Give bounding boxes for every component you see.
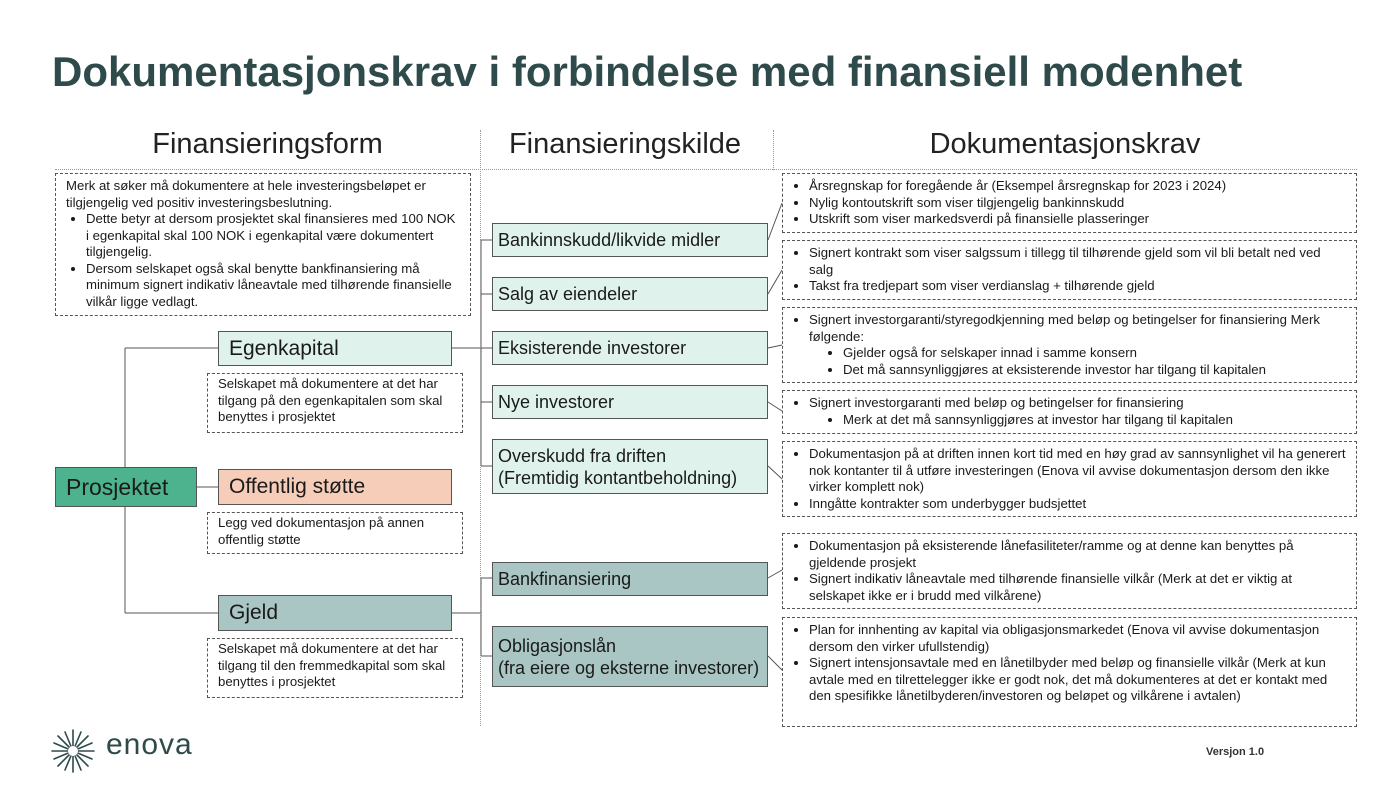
- requirement-item: • Dokumentasjon på at driften innen kort tid med en høy grad av sannsynlighet vil ha generert nok kontanter til å utføre investeringen (Enova vil avvise dokumentasjon dersom den ikke virker komplett nok): [809, 446, 1346, 496]
- form-offentlig-stotte[interactable]: [218, 469, 452, 505]
- top-note: [55, 173, 471, 316]
- requirement-sublist: [809, 345, 1346, 378]
- requirement-item: • Signert intensjonsavtale med en lånetilbyder med beløp og finansielle vilkår (Merk at kun avtale med en tilrettelegger ikke er godt nok, det må dokumenteres at det er kontakt med den spesifikke lånetilbyderen/investoren og beløpet og vilkårene i avtalen): [809, 655, 1346, 705]
- source-bankfinansiering[interactable]: [492, 562, 768, 596]
- enova-logo-icon: [50, 728, 96, 774]
- requirement-item: • Dokumentasjon på eksisterende lånefasiliteter/ramme og at denne kan benyttes på gjeldende prosjekt: [809, 538, 1346, 571]
- requirement-subitem: • Gjelder også for selskaper innad i samme konsern: [843, 345, 1346, 362]
- page-title: Dokumentasjonskrav i forbindelse med finansiell modenhet: [52, 48, 1243, 95]
- requirement-item: • Årsregnskap for foregående år (Eksempel årsregnskap for 2023 i 2024): [809, 178, 1346, 195]
- note-gjeld: Selskapet må dokumentere at det har tilgang til den fremmedkapital som skal benyttes i prosjektet: [207, 638, 463, 698]
- requirement-sublist: [809, 412, 1346, 429]
- requirement-item: • Plan for innhenting av kapital via obligasjonsmarkedet (Enova vil avvise dokumentasjon dersom den virker ufullstendig): [809, 622, 1346, 655]
- requirements-list: [789, 538, 1346, 604]
- source-overskudd[interactable]: [492, 439, 768, 494]
- top-note-bullet: • Dette betyr at dersom prosjektet skal finansieres med 100 NOK i egenkapital skal 100 NOK i egenkapital være dokumentert tilgjengelig.: [86, 211, 460, 261]
- requirements-list: [789, 622, 1346, 705]
- column-separator-1: [480, 130, 481, 726]
- requirements-eksisterende: [782, 307, 1357, 383]
- top-note-intro: Merk at søker må dokumentere at hele investeringsbeløpet er tilgjengelig ved positiv investeringsbeslutning.: [66, 178, 426, 210]
- requirement-item: • Signert indikativ låneavtale med tilhørende finansielle vilkår (Merk at det er viktig at selskapet ikke er i brudd med vilkårene): [809, 571, 1346, 604]
- source-eksisterende-investorer[interactable]: [492, 331, 768, 365]
- top-note-list: [66, 211, 460, 310]
- form-gjeld-label: Gjeld: [229, 601, 279, 624]
- source-nye-label: Nye investorer: [498, 392, 615, 412]
- version-label: Versjon 1.0: [1206, 746, 1265, 758]
- source-obligasjonslan[interactable]: [492, 626, 768, 687]
- source-bankinnskudd-label: Bankinnskudd/likvide midler: [498, 230, 721, 250]
- requirement-item: • Takst fra tredjepart som viser verdianslag + tilhørende gjeld: [809, 278, 1346, 295]
- source-overskudd-sublabel: (Fremtidig kontantbeholdning): [498, 467, 738, 488]
- source-overskudd-label: Overskudd fra driften: [498, 445, 667, 466]
- requirements-list: [789, 245, 1346, 295]
- requirement-item: [809, 312, 1346, 378]
- requirements-bankfinansiering: [782, 533, 1357, 609]
- root-node-project[interactable]: [55, 467, 197, 507]
- requirement-item: • Nylig kontoutskrift som viser tilgjengelig bankinnskudd: [809, 195, 1346, 212]
- enova-logo-text: enova: [106, 728, 193, 761]
- form-egenkapital-label: Egenkapital: [229, 336, 339, 360]
- top-note-bullet: • Dersom selskapet også skal benytte bankfinansiering må minimum signert indikativ låneavtale med tilhørende finansielle vilkår ligge vedlagt.: [86, 261, 460, 311]
- column-separator-2: [773, 130, 774, 170]
- note-egenkapital: Selskapet må dokumentere at det har tilgang på den egenkapitalen som skal benyttes i prosjektet: [207, 373, 463, 433]
- form-offentlig-label: Offentlig støtte: [229, 475, 366, 498]
- column-header-documentation: Dokumentasjonskrav: [929, 128, 1201, 160]
- requirements-list: [789, 312, 1346, 378]
- source-obligasjon-sublabel: (fra eiere og eksterne investorer): [498, 657, 760, 678]
- source-eksisterende-label: Eksisterende investorer: [498, 338, 687, 358]
- requirement-subitem: • Merk at det må sannsynliggjøres at investor har tilgang til kapitalen: [843, 412, 1346, 429]
- form-egenkapital[interactable]: [218, 331, 452, 366]
- source-nye-investorer[interactable]: [492, 385, 768, 419]
- root-node-label: Prosjektet: [66, 473, 169, 500]
- source-bankinnskudd[interactable]: [492, 223, 768, 257]
- requirement-item: • Signert kontrakt som viser salgssum i tillegg til tilhørende gjeld som vil bli betalt ned ved salg: [809, 245, 1346, 278]
- source-salg-label: Salg av eiendeler: [498, 284, 638, 304]
- requirements-list: [789, 446, 1346, 512]
- requirements-salg: [782, 240, 1357, 300]
- source-salg-av-eiendeler[interactable]: [492, 277, 768, 311]
- column-header-financing-form: Finansieringsform: [152, 128, 383, 160]
- requirement-subitem: • Det må sannsynliggjøres at eksisterende investor har tilgang til kapitalen: [843, 362, 1346, 379]
- requirement-item: • Utskrift som viser markedsverdi på finansielle plasseringer: [809, 211, 1346, 228]
- note-offentlig-stotte: Legg ved dokumentasjon på annen offentlig støtte: [207, 512, 463, 554]
- requirements-list: [789, 178, 1346, 228]
- requirements-nye: [782, 390, 1357, 434]
- requirements-bankinnskudd: [782, 173, 1357, 233]
- source-bankfinansiering-label: Bankfinansiering: [498, 569, 632, 589]
- requirements-overskudd: [782, 441, 1357, 517]
- form-gjeld[interactable]: [218, 595, 452, 631]
- requirement-item: [809, 395, 1346, 428]
- source-obligasjon-label: Obligasjonslån: [498, 635, 617, 656]
- requirements-obligasjonslan: [782, 617, 1357, 727]
- requirement-main: Signert investorgaranti med beløp og betingelser for finansiering: [809, 395, 1184, 410]
- requirement-item: • Inngåtte kontrakter som underbygger budsjettet: [809, 496, 1346, 513]
- column-header-financing-source: Finansieringskilde: [508, 128, 742, 160]
- requirement-main: Signert investorgaranti/styregodkjenning med beløp og betingelser for finansiering Merk følgende:: [809, 312, 1320, 344]
- requirements-list: [789, 395, 1346, 428]
- header-separator: [55, 169, 1357, 170]
